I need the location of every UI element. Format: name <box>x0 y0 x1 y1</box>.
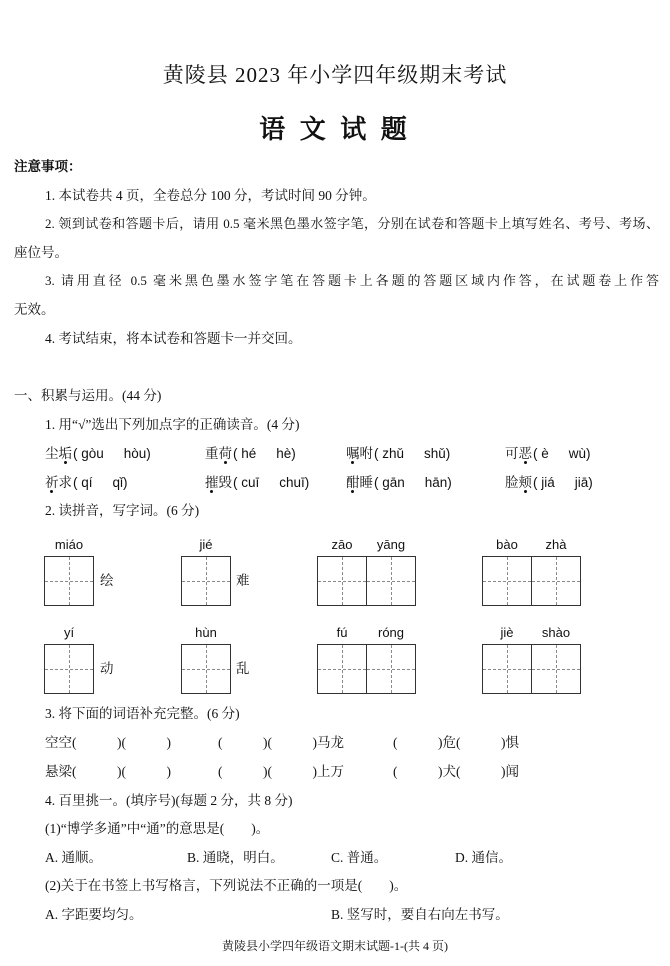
reading-option: hān) <box>424 475 452 490</box>
grid-guide-vertical <box>342 645 343 693</box>
grid-guide-vertical <box>507 557 508 605</box>
idiom-fill-item: 空空( )( ) <box>45 735 171 750</box>
question-2-prompt: 2. 读拼音，写字词。(6 分) <box>45 503 200 518</box>
pinyin-label: bào <box>496 537 518 552</box>
note-line: 3. 请用直径 0.5 毫米黑色墨水签字笔在答题卡上各题的答题区域内作答，在试题卷上作答 <box>45 273 659 288</box>
choice-question-stem: (2)关于在书签上书写格言，下列说法不正确的一项是( )。 <box>45 878 408 893</box>
choice-option: A. 通顺。 <box>45 850 102 865</box>
reading-option: chuī) <box>279 475 310 490</box>
grid-guide-vertical <box>69 645 70 693</box>
note-line-continuation: 无效。 <box>14 302 55 317</box>
pronunciation-item <box>346 440 450 468</box>
grid-guide-vertical <box>507 645 508 693</box>
word-char: 重 <box>205 446 219 461</box>
writing-grid-box <box>317 644 367 694</box>
writing-grid-box <box>482 556 532 606</box>
pinyin-label: hùn <box>195 625 217 640</box>
grid-guide-vertical <box>69 557 70 605</box>
exam-title: 黄陵县 2023 年小学四年级期末考试 <box>162 63 508 87</box>
writing-grid-box <box>181 556 231 606</box>
reading-option: shǔ) <box>424 446 451 461</box>
grid-guide-vertical <box>206 645 207 693</box>
pronunciation-item <box>205 469 309 497</box>
choice-option: C. 普通。 <box>331 850 388 865</box>
word-char: 咐 <box>359 446 373 461</box>
dotted-char: 摧 <box>205 475 219 490</box>
dotted-char: 酣 <box>346 475 360 490</box>
pinyin-label: zhà <box>545 537 567 552</box>
grid-guide-vertical <box>391 557 392 605</box>
choice-option: A. 字距要均匀。 <box>45 907 143 922</box>
word-char: 尘 <box>45 446 59 461</box>
choice-option: B. 竖写时，要自右向左书写。 <box>331 907 509 922</box>
pinyin-label: yí <box>63 625 75 640</box>
writing-grid-box <box>181 644 231 694</box>
question-4-prompt: 4. 百里挑一。(填序号)(每题 2 分，共 8 分) <box>45 793 293 808</box>
dotted-char: 嘱 <box>346 446 360 461</box>
pronunciation-item <box>205 440 296 468</box>
word-char: 睡 <box>359 475 373 490</box>
grid-guide-vertical <box>391 645 392 693</box>
dotted-char: 颊 <box>518 475 532 490</box>
writing-grid-box <box>531 556 581 606</box>
pinyin-label: zāo <box>331 537 353 552</box>
grid-guide-vertical <box>556 645 557 693</box>
reading-option: qǐ) <box>112 475 128 490</box>
choice-option: D. 通信。 <box>455 850 512 865</box>
idiom-fill-item: ( )( )上万 <box>218 764 344 779</box>
given-char: 绘 <box>100 573 114 588</box>
writing-grid-box <box>44 644 94 694</box>
dotted-char: 荷 <box>218 446 232 461</box>
dotted-char: 恶 <box>518 446 532 461</box>
pronunciation-item <box>346 469 452 497</box>
idiom-fill-item: ( )危( )惧 <box>393 735 519 750</box>
exam-subject-title: 语 文 试 题 <box>259 115 411 144</box>
reading-option: jiā) <box>574 475 593 490</box>
choice-option: B. 通晓，明白。 <box>187 850 284 865</box>
given-char: 难 <box>236 573 250 588</box>
writing-grid-box <box>366 644 416 694</box>
section-title: 一、积累与运用。(44 分) <box>14 388 162 403</box>
idiom-fill-item: ( )犬( )闻 <box>393 764 519 779</box>
word-char: 求 <box>58 475 72 490</box>
idiom-fill-item: ( )( )马龙 <box>218 735 344 750</box>
pronunciation-item <box>505 440 591 468</box>
pronunciation-item <box>45 469 128 497</box>
page-footer: 黄陵县小学四年级语文期末试题-1-(共 4 页) <box>222 939 448 953</box>
reading-option: ( hé <box>233 446 257 461</box>
note-line: 2. 领到试卷和答题卡后，请用 0.5 毫米黑色墨水签字笔，分别在试卷和答题卡上填写姓名、考号、考场、 <box>45 216 659 231</box>
writing-grid-box <box>317 556 367 606</box>
reading-option: wù) <box>568 446 591 461</box>
word-char: 毁 <box>218 475 232 490</box>
reading-option: ( zhǔ <box>374 446 405 461</box>
reading-option: ( gòu <box>73 446 104 461</box>
reading-option: ( cuī <box>233 475 260 490</box>
dotted-char: 祈 <box>45 475 59 490</box>
question-1-prompt: 1. 用“√”选出下列加点字的正确读音。(4 分) <box>45 417 300 432</box>
reading-option: hè) <box>276 446 296 461</box>
note-line-continuation: 座位号。 <box>14 245 68 260</box>
pinyin-label: jiè <box>500 625 514 640</box>
reading-option: ( gān <box>374 475 405 490</box>
reading-option: ( qí <box>73 475 93 490</box>
given-char: 动 <box>100 661 114 676</box>
notes-heading: 注意事项： <box>14 159 82 174</box>
pinyin-label: yāng <box>376 537 406 552</box>
pronunciation-item <box>505 469 593 497</box>
pinyin-label: róng <box>377 625 405 640</box>
writing-grid-box <box>44 556 94 606</box>
pinyin-label: miáo <box>54 537 84 552</box>
dotted-char: 垢 <box>58 446 72 461</box>
pinyin-label: fú <box>336 625 348 640</box>
given-char: 乱 <box>236 661 250 676</box>
writing-grid-box <box>531 644 581 694</box>
reading-option: ( è <box>533 446 549 461</box>
choice-question-stem: (1)“博学多通”中“通”的意思是( )。 <box>45 821 270 836</box>
note-line: 1. 本试卷共 4 页，全卷总分 100 分，考试时间 90 分钟。 <box>45 188 376 203</box>
note-line: 4. 考试结束，将本试卷和答题卡一并交回。 <box>45 331 302 346</box>
question-3-prompt: 3. 将下面的词语补充完整。(6 分) <box>45 706 240 721</box>
writing-grid-box <box>482 644 532 694</box>
idiom-fill-item: 悬梁( )( ) <box>45 764 171 779</box>
word-char: 可 <box>505 446 519 461</box>
pronunciation-item <box>45 440 151 468</box>
pinyin-label: shào <box>541 625 571 640</box>
reading-option: hòu) <box>123 446 151 461</box>
grid-guide-vertical <box>556 557 557 605</box>
writing-grid-box <box>366 556 416 606</box>
word-char: 脸 <box>505 475 519 490</box>
grid-guide-vertical <box>342 557 343 605</box>
pinyin-label: jié <box>199 537 213 552</box>
grid-guide-vertical <box>206 557 207 605</box>
reading-option: ( jiá <box>533 475 555 490</box>
